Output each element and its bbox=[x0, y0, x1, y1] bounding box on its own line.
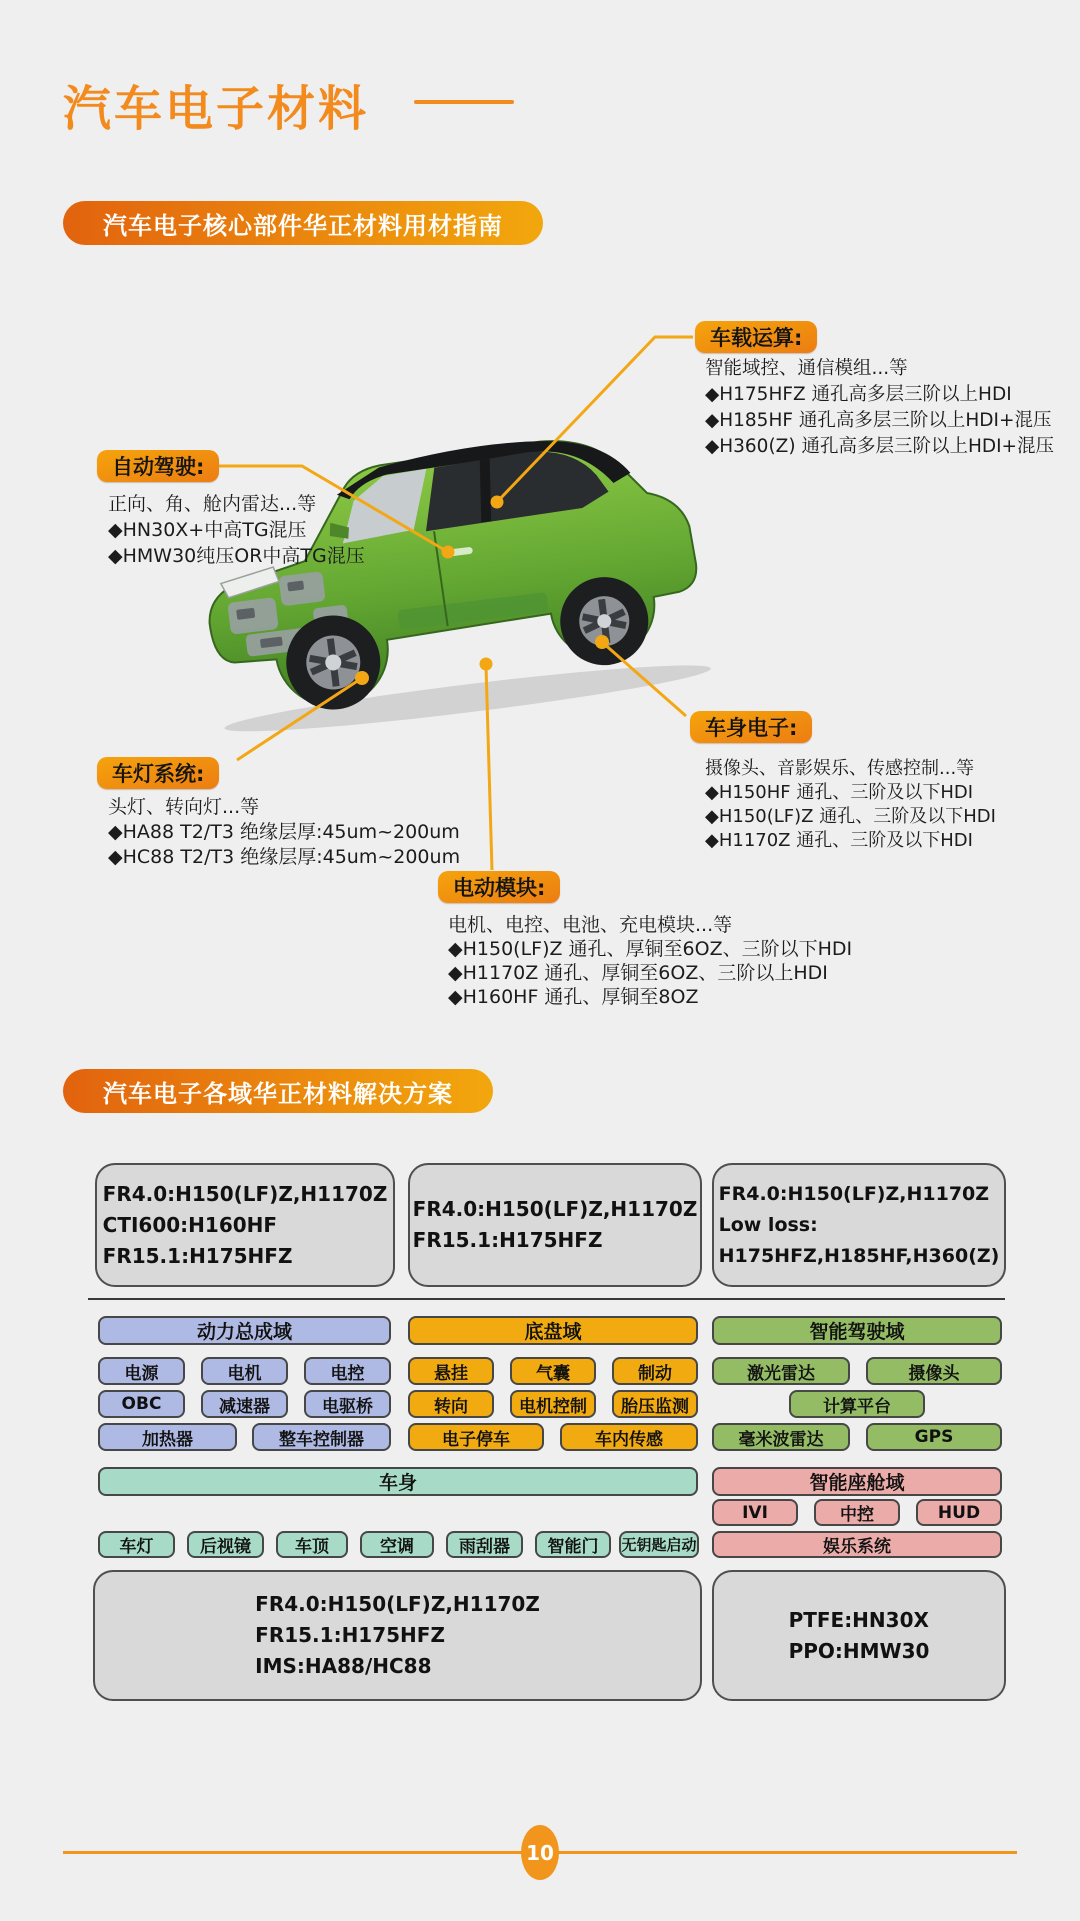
material-box-cockpit bbox=[712, 1570, 1006, 1701]
material-line: IMS:HA88/HC88 bbox=[255, 1654, 432, 1678]
chip-body: 空调 bbox=[360, 1531, 434, 1558]
title-decoration-line bbox=[414, 100, 514, 104]
chip-power: 减速器 bbox=[201, 1390, 288, 1418]
chip-body: 智能门 bbox=[535, 1531, 611, 1558]
chip-driving: 计算平台 bbox=[789, 1390, 925, 1418]
domain-bar-cockpit: 智能座舱域 bbox=[712, 1467, 1002, 1496]
callout-line: ◆H360(Z) 通孔高多层三阶以上HDI+混压 bbox=[705, 436, 1055, 457]
chip-power: 电机 bbox=[201, 1357, 288, 1385]
material-line: PTFE:HN30X bbox=[788, 1607, 929, 1632]
material-line: Low loss: bbox=[718, 1213, 818, 1236]
material-line: PPO:HMW30 bbox=[788, 1638, 930, 1663]
material-line: FR15.1:H175HFZ bbox=[412, 1228, 603, 1252]
callout-e-module-text bbox=[448, 913, 852, 1009]
callout-e-module-label: 电动模块: bbox=[438, 871, 560, 903]
callout-line: ◆HC88 T2/T3 绝缘层厚:45um~200um bbox=[108, 846, 461, 868]
domain-bar-power: 动力总成域 bbox=[98, 1316, 391, 1345]
chip-chassis: 电子停车 bbox=[408, 1423, 544, 1451]
chip-chassis: 车内传感 bbox=[560, 1423, 698, 1451]
callout-line: 智能域控、通信模组...等 bbox=[705, 358, 908, 379]
chip-power: OBC bbox=[98, 1390, 185, 1418]
chip-body: 无钥匙启动 bbox=[619, 1531, 699, 1558]
callout-line: 头灯、转向灯...等 bbox=[108, 796, 260, 818]
section-badge-solution: 汽车电子各域华正材料解决方案 bbox=[63, 1069, 493, 1113]
chip-power: 电源 bbox=[98, 1357, 185, 1385]
chip-power: 整车控制器 bbox=[252, 1423, 391, 1451]
material-line: FR15.1:H175HFZ bbox=[255, 1623, 445, 1647]
callout-line: ◆HMW30纯压OR中高TG混压 bbox=[108, 545, 365, 567]
chip-driving: GPS bbox=[866, 1423, 1002, 1451]
callout-line: ◆H160HF 通孔、厚铜至8OZ bbox=[448, 986, 699, 1008]
callout-lighting-label: 车灯系统: bbox=[97, 757, 219, 789]
chip-power: 电控 bbox=[304, 1357, 391, 1385]
material-line: FR4.0:H150(LF)Z,H1170Z bbox=[718, 1182, 990, 1205]
callout-line: ◆H1170Z 通孔、三阶及以下HDI bbox=[705, 830, 973, 851]
callout-line: ◆H175HFZ 通孔高多层三阶以上HDI bbox=[705, 384, 1012, 405]
chip-body: 雨刮器 bbox=[446, 1531, 523, 1558]
chip-chassis: 电机控制 bbox=[510, 1390, 596, 1418]
callout-lighting-text bbox=[108, 795, 460, 870]
chip-power: 电驱桥 bbox=[304, 1390, 391, 1418]
material-box-body bbox=[93, 1570, 702, 1701]
chip-driving: 毫米波雷达 bbox=[712, 1423, 850, 1451]
page-number-badge: 10 bbox=[521, 1825, 559, 1880]
callout-computing-label: 车载运算: bbox=[695, 321, 817, 353]
domain-bar-chassis: 底盘域 bbox=[408, 1316, 698, 1345]
chip-power: 加热器 bbox=[98, 1423, 237, 1451]
section-divider-line bbox=[88, 1298, 1005, 1300]
callout-line: ◆HN30X+中高TG混压 bbox=[108, 519, 307, 541]
material-box-driving bbox=[712, 1163, 1006, 1287]
section-badge-guide: 汽车电子核心部件华正材料用材指南 bbox=[63, 201, 543, 245]
callout-line: ◆H150HF 通孔、三阶及以下HDI bbox=[705, 782, 974, 803]
callout-autonomous-text bbox=[108, 491, 365, 569]
material-box-power bbox=[95, 1163, 395, 1287]
material-line: FR4.0:H150(LF)Z,H1170Z bbox=[412, 1197, 698, 1221]
callout-line: ◆H150(LF)Z 通孔、三阶及以下HDI bbox=[705, 806, 996, 827]
chip-chassis: 制动 bbox=[612, 1357, 698, 1385]
callout-line: ◆HA88 T2/T3 绝缘层厚:45um~200um bbox=[108, 821, 460, 843]
callout-line: ◆H1170Z 通孔、厚铜至6OZ、三阶以上HDI bbox=[448, 962, 828, 984]
chip-driving: 摄像头 bbox=[866, 1357, 1002, 1385]
chip-body: 车灯 bbox=[98, 1531, 175, 1558]
chip-chassis: 悬挂 bbox=[408, 1357, 494, 1385]
callout-line: ◆H185HF 通孔高多层三阶以上HDI+混压 bbox=[705, 410, 1052, 431]
callout-line: 正向、角、舱内雷达...等 bbox=[108, 493, 317, 515]
domain-bar-body: 车身 bbox=[98, 1467, 698, 1496]
chip-chassis: 胎压监测 bbox=[612, 1390, 698, 1418]
material-line: FR15.1:H175HFZ bbox=[102, 1243, 293, 1268]
callout-body-electronics-text bbox=[705, 757, 996, 853]
material-line: FR4.0:H150(LF)Z,H1170Z bbox=[255, 1592, 540, 1616]
material-line: CTI600:H160HF bbox=[102, 1212, 278, 1237]
material-box-chassis bbox=[408, 1163, 702, 1287]
chip-chassis: 气囊 bbox=[510, 1357, 596, 1385]
callout-autonomous-label: 自动驾驶: bbox=[97, 450, 219, 482]
callout-line: 摄像头、音影娱乐、传感控制...等 bbox=[705, 758, 975, 779]
callout-body-electronics-label: 车身电子: bbox=[690, 711, 812, 743]
chip-cockpit: IVI bbox=[712, 1499, 798, 1526]
callout-line: ◆H150(LF)Z 通孔、厚铜至6OZ、三阶以下HDI bbox=[448, 938, 853, 960]
chip-cockpit: 中控 bbox=[814, 1499, 900, 1526]
chip-cockpit: 娱乐系统 bbox=[712, 1531, 1002, 1558]
material-line: FR4.0:H150(LF)Z,H1170Z bbox=[102, 1181, 388, 1206]
domain-bar-driving: 智能驾驶域 bbox=[712, 1316, 1002, 1345]
page-title: 汽车电子材料 bbox=[63, 81, 370, 137]
chip-driving: 激光雷达 bbox=[712, 1357, 850, 1385]
material-line: H175HFZ,H185HF,H360(Z) bbox=[718, 1244, 1000, 1267]
chip-cockpit: HUD bbox=[916, 1499, 1002, 1526]
chip-chassis: 转向 bbox=[408, 1390, 494, 1418]
chip-body: 车顶 bbox=[276, 1531, 348, 1558]
callout-computing-text bbox=[705, 356, 1054, 460]
chip-body: 后视镜 bbox=[187, 1531, 264, 1558]
callout-line: 电机、电控、电池、充电模块...等 bbox=[448, 914, 733, 936]
